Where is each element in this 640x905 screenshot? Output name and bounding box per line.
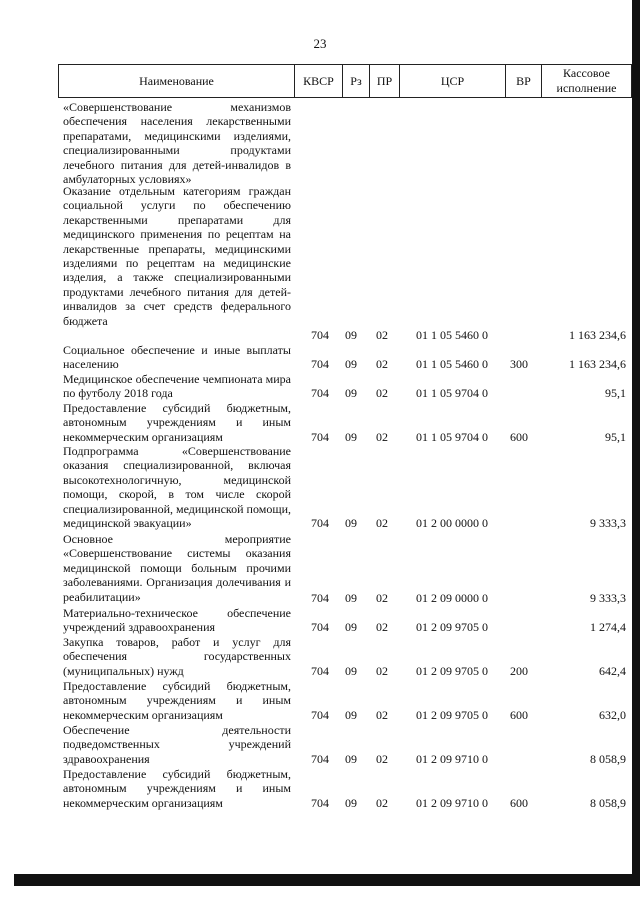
row-name: Социальное обеспечение и иные выплаты населению: [63, 343, 291, 372]
scan-edge-bottom: [14, 874, 636, 886]
row-pr: 02: [376, 796, 388, 810]
row-kvsr: 704: [311, 796, 329, 810]
row-amount: 95,1: [605, 386, 626, 400]
row-name: Медицинское обеспечение чемпионата мира по футболу 2018 года: [63, 372, 291, 401]
row-rz: 09: [345, 591, 357, 605]
row-kvsr: 704: [311, 357, 329, 371]
row-pr: 02: [376, 430, 388, 444]
row-kvsr: 704: [311, 591, 329, 605]
row-rz: 09: [345, 620, 357, 634]
row-name: Подпрограмма «Совершенствование оказания специализированной, включая высокотехнологичную, медицинской помощи, скорой, в том числе скорой специализированной, медицинской помощи, медицинской эвакуации»: [63, 444, 291, 531]
column-header-amount: Кассовое исполнение: [556, 66, 617, 95]
row-rz: 09: [345, 328, 357, 342]
column-header-pr: ПР: [370, 65, 400, 97]
row-kvsr: 704: [311, 328, 329, 342]
row-vr: 600: [510, 708, 528, 722]
row-csr: 01 2 09 9710 0: [416, 752, 488, 766]
row-name: Материально-техническое обеспечение учреждений здравоохранения: [63, 606, 291, 635]
row-csr: 01 2 09 9710 0: [416, 796, 488, 810]
column-header-rz: Рз: [343, 65, 370, 97]
row-csr: 01 2 09 9705 0: [416, 620, 488, 634]
row-kvsr: 704: [311, 386, 329, 400]
row-pr: 02: [376, 664, 388, 678]
row-vr: 600: [510, 796, 528, 810]
row-rz: 09: [345, 430, 357, 444]
row-amount: 642,4: [599, 664, 626, 678]
row-name: Основное мероприятие «Совершенствование системы оказания медицинской помощи больным прочими заболеваниями. Организация долечивания и реабилитации»: [63, 532, 291, 604]
row-csr: 01 1 05 9704 0: [416, 386, 488, 400]
page-number: 23: [313, 36, 327, 51]
row-csr: 01 2 09 0000 0: [416, 591, 488, 605]
row-kvsr: 704: [311, 430, 329, 444]
row-amount: 95,1: [605, 430, 626, 444]
column-header-name: Наименование: [59, 65, 295, 97]
row-rz: 09: [345, 386, 357, 400]
column-header-csr: ЦСР: [400, 65, 506, 97]
row-name: Закупка товаров, работ и услуг для обеспечения государственных (муниципальных) нужд: [63, 635, 291, 678]
row-csr: 01 2 09 9705 0: [416, 708, 488, 722]
row-csr: 01 1 05 5460 0: [416, 328, 488, 342]
row-kvsr: 704: [311, 752, 329, 766]
row-rz: 09: [345, 664, 357, 678]
column-header-kvsr: КВСР: [295, 65, 343, 97]
row-pr: 02: [376, 328, 388, 342]
row-amount: 9 333,3: [590, 591, 626, 605]
scan-edge-right: [632, 0, 640, 886]
row-rz: 09: [345, 357, 357, 371]
column-header-vr: ВР: [506, 65, 542, 97]
row-vr: 600: [510, 430, 528, 444]
row-rz: 09: [345, 796, 357, 810]
row-amount: 8 058,9: [590, 752, 626, 766]
row-pr: 02: [376, 752, 388, 766]
row-pr: 02: [376, 708, 388, 722]
row-pr: 02: [376, 591, 388, 605]
row-name: Обеспечение деятельности подведомственных учреждений здравоохранения: [63, 723, 291, 766]
row-pr: 02: [376, 620, 388, 634]
row-kvsr: 704: [311, 664, 329, 678]
row-amount: 1 274,4: [590, 620, 626, 634]
row-amount: 1 163 234,6: [569, 357, 626, 371]
row-vr: 300: [510, 357, 528, 371]
row-csr: 01 2 00 0000 0: [416, 516, 488, 530]
row-amount: 632,0: [599, 708, 626, 722]
row-amount: 8 058,9: [590, 796, 626, 810]
row-pr: 02: [376, 357, 388, 371]
row-name: Оказание отдельным категориям граждан социальной услуги по обеспечению лекарственными препаратами для медицинского применения по рецептам на лекарственные препараты, медицинскими изделиями по рецептам на медицинские изделия, а также специализированными продуктами лечебного питания для детей-инвалидов за счет средств федерального бюджета: [63, 184, 291, 328]
row-csr: 01 1 05 9704 0: [416, 430, 488, 444]
row-amount: 1 163 234,6: [569, 328, 626, 342]
row-name: Предоставление субсидий бюджетным, автономным учреждениям и иным некоммерческим организациям: [63, 767, 291, 810]
row-kvsr: 704: [311, 620, 329, 634]
row-csr: 01 2 09 9705 0: [416, 664, 488, 678]
row-name: Предоставление субсидий бюджетным, автономным учреждениям и иным некоммерческим организациям: [63, 679, 291, 722]
row-amount: 9 333,3: [590, 516, 626, 530]
row-name: «Совершенствование механизмов обеспечения населения лекарственными препаратами, медицинскими изделиями, специализированными продуктами лечебного питания для детей-инвалидов в амбулаторных условиях»: [63, 100, 291, 187]
row-kvsr: 704: [311, 516, 329, 530]
row-pr: 02: [376, 516, 388, 530]
row-vr: 200: [510, 664, 528, 678]
row-csr: 01 1 05 5460 0: [416, 357, 488, 371]
row-name: Предоставление субсидий бюджетным, автономным учреждениям и иным некоммерческим организациям: [63, 401, 291, 444]
row-rz: 09: [345, 516, 357, 530]
row-pr: 02: [376, 386, 388, 400]
row-rz: 09: [345, 752, 357, 766]
row-rz: 09: [345, 708, 357, 722]
table-header: [58, 64, 632, 98]
row-kvsr: 704: [311, 708, 329, 722]
